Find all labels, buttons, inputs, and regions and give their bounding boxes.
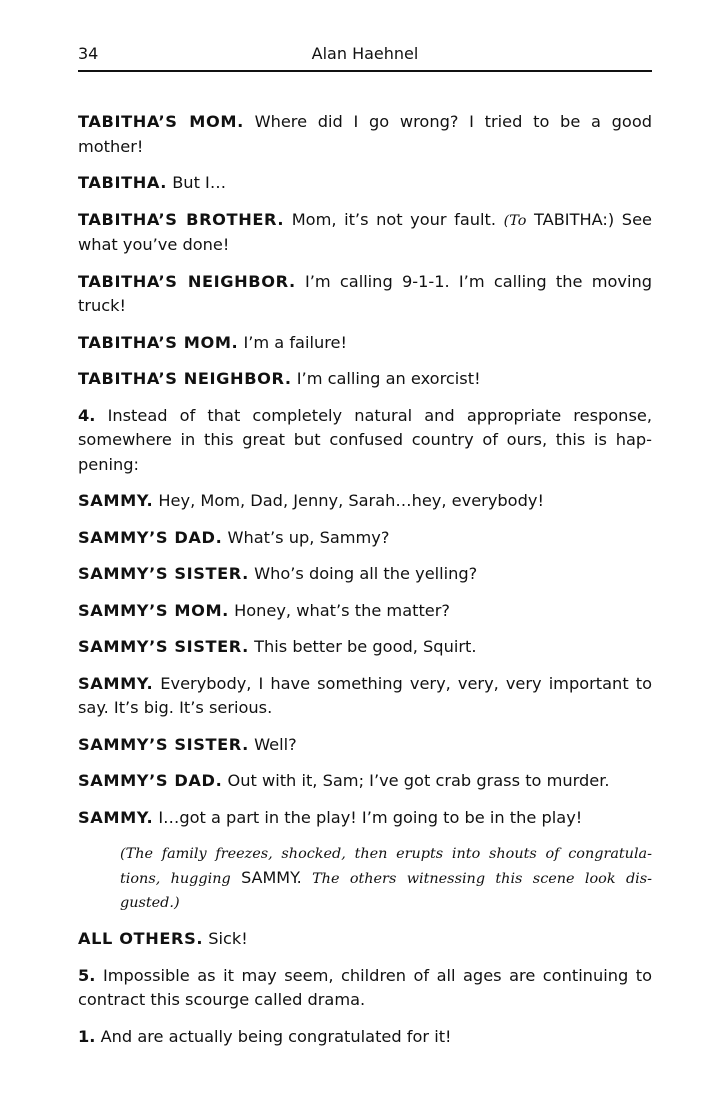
dialogue-text: Where did I go wrong? I tried to be a good mother! [78,112,652,156]
speaker-name: SAMMY. [78,491,154,510]
dialogue-line [78,367,652,392]
speaker-name: ALL OTHERS. [78,929,204,948]
item-number: 4. [78,405,96,425]
script-body [78,110,652,1049]
item-number: 1. [78,1026,96,1046]
dialogue-text: Mom, it’s not your fault. [291,209,497,229]
item-number: 5. [78,965,96,985]
dialogue-text: What’s up, Sammy? [227,527,390,547]
dialogue-line [78,562,652,587]
dialogue-text: Out with it, Sam; I’ve got crab grass to murder. [227,771,610,790]
dialogue-text: Who’s doing all the yelling? [254,564,478,583]
dialogue-line [78,927,652,952]
speaker-name: TABITHA. [78,173,168,192]
speaker-name: SAMMY’S DAD. [78,527,223,547]
dialogue-line [78,806,652,831]
stage-direction-name: SAMMY. [241,868,302,887]
dialogue-text: Hey, Mom, Dad, Jenny, Sarah…hey, everybody! [158,491,544,510]
dialogue-line [78,733,652,758]
dialogue-line [78,331,652,356]
stage-direction [120,842,652,915]
speaker-name: SAMMY. [78,673,154,693]
speaker-name: TABITHA’S NEIGHBOR. [78,271,296,291]
inline-stage-direction: (To [503,212,527,229]
dialogue-line [78,171,652,196]
dialogue-text: But I… [172,173,227,192]
running-head-author: Alan Haehnel [311,44,419,63]
dialogue-line [78,208,652,258]
dialogue-line [78,110,652,159]
inline-stage-direction-name: TABITHA:) [534,209,615,229]
dialogue-line [78,635,652,660]
item-text: And are actually being congratulated for it! [100,1026,452,1046]
numbered-item [78,404,652,478]
speaker-name: SAMMY. [78,807,154,827]
speaker-name: TABITHA’S MOM. [78,332,239,352]
item-text: Impossible as it may seem, children of all ages are continuing to contract this scourge called drama. [78,965,652,1009]
dialogue-text-continued: See what you’ve done! [78,209,652,254]
dialogue-line [78,599,652,624]
dialogue-text: I’m calling an exorcist! [296,369,481,388]
speaker-name: SAMMY’S MOM. [78,600,229,620]
dialogue-line [78,672,652,721]
dialogue-line [78,769,652,794]
numbered-item [78,1025,652,1050]
item-text: Instead of that completely natural and appropriate response, somewhere in this great but confused country of ours, this is hap-pening: [78,405,652,474]
dialogue-line [78,526,652,551]
numbered-item [78,964,652,1013]
speaker-name: TABITHA’S NEIGHBOR. [78,369,292,388]
dialogue-text: Sick! [208,929,248,948]
speaker-name: SAMMY’S SISTER. [78,637,249,656]
speaker-name: SAMMY’S SISTER. [78,734,249,754]
dialogue-line [78,270,652,319]
speaker-name: TABITHA’S BROTHER. [78,209,285,229]
dialogue-text: Well? [254,734,297,754]
dialogue-text: Honey, what’s the matter? [234,600,451,620]
speaker-name: SAMMY’S DAD. [78,771,223,790]
script-page [78,44,652,1061]
page-number: 34 [78,44,99,63]
stage-direction-text: (The family freezes, shocked, then erupts into shouts of congratula-tions, hugging [120,846,652,887]
dialogue-text: I’m a failure! [243,332,347,352]
page-header [78,44,652,72]
dialogue-text: This better be good, Squirt. [254,637,477,656]
speaker-name: TABITHA’S MOM. [78,112,244,131]
speaker-name: SAMMY’S SISTER. [78,564,249,583]
dialogue-text: Everybody, I have something very, very, very important to say. It’s big. It’s serious. [78,673,652,717]
dialogue-text: I…got a part in the play! I’m going to be in the play! [158,807,583,827]
dialogue-line [78,489,652,514]
stage-direction-text-continued: The others witnessing this scene look dis-gusted.) [120,871,653,911]
dialogue-text: I’m calling 9-1-1. I’m calling the moving truck! [78,271,652,315]
